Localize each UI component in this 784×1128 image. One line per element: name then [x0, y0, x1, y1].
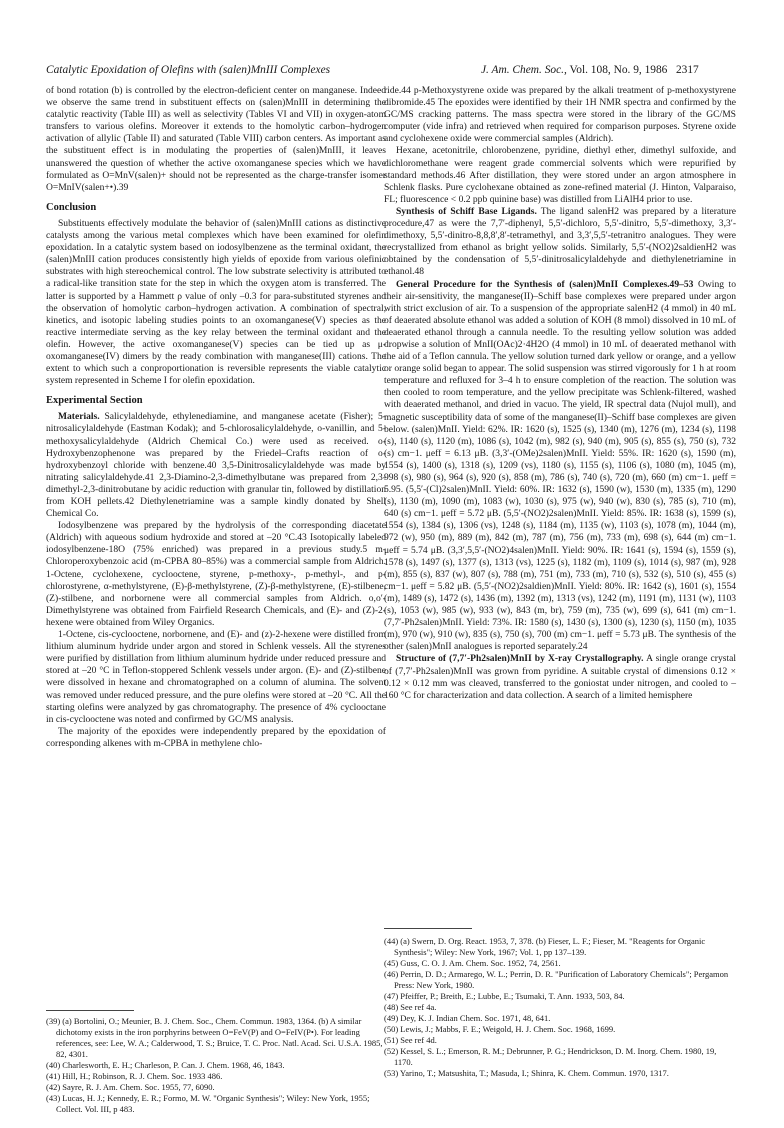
reference-item: (52) Kessel, S. L.; Emerson, R. M.; Debrunner, P. G.; Hendrickson, D. M. Inorg. Chem. 1980, 19, 1170. — [384, 1046, 717, 1067]
reference-item: (44) (a) Swern, D. Org. React. 1953, 7, 378. (b) Fieser, L. F.; Fieser, M. "Reagents for Organic Synthesis"; Wiley: New York, 1967; Vol. 1, pp 137–139. — [384, 936, 706, 957]
reference-item: (40) Charlesworth, E. H.; Charleson, P. Can. J. Chem. 1968, 46, 1843. — [46, 1060, 285, 1070]
references-left — [46, 1016, 390, 1115]
page-number: 2317 — [675, 64, 699, 76]
epoxides-paragraph: The majority of the epoxides were independently prepared by the epoxidation of corresponding alkenes with m-CPBA in methylene chlo- — [46, 725, 386, 749]
reference-item: (39) (a) Bortolini, O.; Meunier, B. J. Chem. Soc., Chem. Commun. 1983, 1364. (b) A similar dichotomy exists in the iron porphyrins between O=FeV(P) and O=FeIV(P•). For leading references, see: Lee, W. A.; Calderwood, T. S.; Bruice, T. C. Proc. Natl. Acad. Sci. U.S.A. 1985, 82, 4301. — [46, 1016, 383, 1059]
intro-paragraph: of bond rotation (b) is controlled by the electron-deficient center on manganese. Indeed we observe the same trend in substituent effects on (salen)MnIII in determining the catalytic reactivity (Table III) as well as selectivity (Tables VI and VII) in oxygen-atom transfers to various olefins. Moreover it extends to the homolytic carbon–hydrogen activation of allylic (Table II) and saturated (Table VIII) carbon centers. As important as the substituent effect is in modulating the properties of (salen)MnIII, it leaves unanswered the question of whether the active oxomanganese species which we have formulated as O=MnV(salen)+ should not be represented as the charge-transfer isomer O=MnIV(salen+•).39 — [46, 85, 386, 193]
reference-item: (51) See ref 4d. — [384, 1035, 437, 1045]
conclusion-paragraph: Substituents effectively modulate the behavior of (salen)MnIII cations as distinctive catalysts among the various metal complexes which have been examined for olefin epoxidation. In a catalytic system based on iodosylbenzene as the terminal oxidant, the (salen)MnIII cation produces consistently high yields of epoxide from various olefinic substrates with high stereochemical control. The low substrate selectivity is attributed to a radical-like transition state for the step in which the oxygen atom is transferred. The latter is supported by a Hammett ρ value of only –0.3 for para-substituted styrenes and the observation of homolytic carbon–hydrogen activation. A combination of spectral, kinetics, and isotopic labeling studies points to an oxomanganese(V) species as the reactive intermediate serving as the key relay between the terminal oxidant and the olefin. However, the active oxomanganese(V) species can be tied up as μ-oxomanganese(IV) dimers by the ready combination with manganese(III) cations. The extent to which such a conproportionation is reversible represents the viable catalytic system represented in Scheme I for olefin epoxidation. — [46, 217, 386, 387]
xray-paragraph — [384, 653, 736, 701]
schiff-text: The ligand salenH2 was prepared by a literature procedure,47 as were the 7,7′-diphenyl, 5,5′-dichloro, 5,5′-dinitro, 5,5′-dimethoxy, 3,3′-dimethoxy, 5,5′-dinitro-8,8,8′,8′-tetramethyl, and 3,3′,5,5′-tetranitro analogues. They were recrystallized from ethanol as bright yellow solids. Similarly, 5,5′-(NO2)2saldienH2 was obtained by the condensation of 5,5′-dinitrosalicylaldehyde and diethylenetriamine in ethanol.48 — [384, 205, 737, 278]
reference-item: (48) See ref 4a. — [384, 1002, 437, 1012]
reference-item: (47) Pfeiffer, P.; Breith, E.; Lubbe, E.; Tsumaki, T. Ann. 1933, 503, 84. — [384, 991, 625, 1001]
materials-label: Materials. — [58, 411, 100, 423]
general-procedure-paragraph — [384, 279, 736, 654]
solvents-paragraph: Hexane, acetonitrile, chlorobenzene, pyridine, diethyl ether, dimethyl sulfoxide, and dichloromethane were reagent grade commercial solvents which were repurified by standard methods.46 After distillation, they were stored under an argon atmosphere in Schlenk flasks. Pure cyclohexane obtained as zone-refined material (J. Hinton, Valparaiso, FL; fluorescence < 0.2 ppb quinine base) was distilled from LiAlH4 prior to use. — [384, 145, 736, 205]
octene-paragraph: 1-Octene, cis-cyclooctene, norbornene, and (E)- and (z)-2-hexene were distilled from lithium aluminum hydride under argon and stored in Schlenk vessels. All the styrenes were purified by distillation from lithium aluminum hydride under reduced pressure and stored at –20 °C in Teflon-stoppered Schlenk vessels under argon. (E)- and (Z)-stilbene were dissolved in hexane and chromatographed on a column of alumina. The solvent was removed under reduced pressure, and the pure olefins were stored at –20 °C. All the starting olefins were analyzed by gas chromatography. The presence of 4% cyclooctane in cis-cyclooctene was noted and confirmed by GC/MS analysis. — [46, 629, 386, 725]
materials-paragraph — [46, 411, 386, 520]
reference-item: (41) Hill, H.; Robinson, R. J. Chem. Soc. 1933 486. — [46, 1071, 223, 1081]
materials-text: Salicylaldehyde, ethylenediamine, and manganese acetate (Fisher); 5-nitrosalicylaldehyde (Eastman Kodak); and 5-chlorosalicylaldehyde, o-vanillin, and 5-methoxysalicylaldehyde (Aldrich Chemical Co.) were used as received. o-Hydroxybenzophenone was prepared by the Friedel–Crafts reaction of o-hydroxybenzoyl chloride with benzene.40 3,5-Dinitrosalicylaldehyde was made by nitrating salicylaldehyde.41 2,3-Diamino-2,3-dimethylbutane was prepared from 2,3-dimethyl-2,3-dinitrobutane by acidic reduction with granular tin, followed by distillation from KOH pellets.42 Diethylenetriamine was a sample kindly donated by Shell Chemical Co. — [46, 411, 386, 520]
journal-name: J. Am. Chem. Soc., — [481, 64, 567, 76]
ride-paragraph: ride.44 p-Methoxystyrene oxide was prepared by the alkali treatment of p-methoxystyrene dibromide.45 The epoxides were identified by their 1H NMR spectra and confirmed by the GC/MS cracking patterns. The mass spectra were stored in the library of the GC/MS computer (vide infra) and retrieved when required for comparison purposes. Styrene oxide and cyclohexene oxide were commercial samples (Aldrich). — [384, 85, 736, 145]
running-title: Catalytic Epoxidation of Olefins with (salen)MnIII Complexes — [46, 64, 331, 76]
volume-issue: Vol. 108, No. 9, 1986 — [569, 64, 668, 76]
iodosylbenzene-paragraph: Iodosylbenzene was prepared by the hydrolysis of the corresponding diacetate (Aldrich) with aqueous sodium hydroxide and stored at –20 °C.43 Isotopically labeled iodosylbenzene-18O (75% enriched) was prepared in a previous study.5 m-Chloroperoxybenzoic acid (m-CPBA 80–85%) was a commercial sample from Aldrich. 1-Octene, cyclohexene, cyclooctene, styrene, p-methoxy-, p-methyl-, and p-chlorostyrene, α-methylstyrene, (E)-β-methylstyrene, (Z)-β-methylstyrene, (E)-stilbene, (Z)-stilbene, and norbornene were all commercial samples from Aldrich. o,o′-Dimethylstyrene was obtained from Fairfield Research Chemicals, and (E)- and (Z)-2-hexene were obtained from Wiley Organics. — [46, 520, 386, 628]
reference-item: (43) Lucas, H. J.; Kennedy, E. R.; Formo, M. W. "Organic Synthesis"; Wiley: New York, 1955; Collect. Vol. III, p 483. — [46, 1093, 370, 1114]
general-procedure-text: Owing to their air-sensitivity, the manganese(II)–Schiff base complexes were prepared under argon with strict exclusion of air. To a suspension of the appropriate salenH2 (4 mmol) in 40 mL of deaerated absolute ethanol was added a solution of KOH (8 mmol) dissolved in 10 mL of deaerated ethanol through a cannula needle. To the resulting yellow solution was added dropwise a solution of MnII(OAc)2·4H2O (4 mmol) in 10 mL of deaerated methanol with the aid of a Teflon cannula. The yellow solution turned dark yellow or orange, and a yellow or orange solid began to appear. The solid suspension was stirred vigorously for 1 h at room temperature and refluxed for 3–4 h to ensure completion of the reaction. The solution was then cooled to room temperature, and the yellow precipitate was Schlenk-filtered, washed with deaerated methanol, and dried in vacuo. The yield, IR spectral data (Nujol mull), and magnetic susceptibility data of some of the manganese(II)–Schiff base complexes are given below. (salen)MnII. Yield: 62%. IR: 1620 (s), 1525 (s), 1340 (m), 1276 (m), 1234 (s), 1198 (s), 1140 (s), 1120 (m), 1086 (s), 1042 (m), 982 (s), 940 (m), 905 (s), 855 (s), 750 (s), 732 (s) cm−1. μeff = 6.13 μB. (3,3′-(OMe)2salen)MnII. Yield: 55%. IR: 1620 (s), 1590 (m), 1554 (s), 1400 (s), 1318 (s), 1209 (vs), 1180 (s), 1155 (s), 1106 (s), 1080 (m), 1045 (m), 998 (s), 980 (s), 964 (s), 920 (s), 858 (m), 786 (s), 740 (s), 720 (m), 660 (m) cm−1. μeff = 5.95. (5,5′-(Cl)2salen)MnII. Yield: 60%. IR: 1632 (s), 1590 (w), 1530 (m), 1335 (m), 1290 (s), 1130 (m), 1090 (m), 1083 (w), 1030 (s), 975 (w), 940 (w), 830 (s), 785 (s), 710 (m), 640 (s) cm−1. μeff = 5.72 μB. (5,5′-(NO2)2salen)MnII. Yield: 85%. IR: 1638 (s), 1599 (s), 1554 (s), 1384 (s), 1306 (vs), 1248 (s), 1184 (m), 1135 (w), 1103 (s), 1078 (m), 1044 (m), 972 (w), 950 (m), 889 (m), 842 (m), 787 (m), 756 (m), 733 (m), 698 (s), 644 (m) cm−1. μeff = 5.74 μB. (3,3′,5,5′-(NO2)4salen)MnII. Yield: 90%. IR: 1641 (s), 1594 (s), 1559 (s), 1578 (s), 1497 (s), 1377 (s), 1313 (vs), 1225 (s), 1182 (m), 1109 (s), 1014 (s), 987 (m), 928 (m), 855 (s), 837 (w), 807 (s), 788 (m), 751 (m), 733 (m), 710 (s), 532 (s), 510 (s), 455 (s) cm−1. μeff = 5.82 μB. (5,5′-(NO2)2saldien)MnII. Yield: 80%. IR: 1642 (s), 1601 (s), 1554 (m), 1489 (s), 1472 (s), 1436 (m), 1392 (m), 1313 (vs), 1242 (m), 1191 (m), 1131 (w), 1103 (s), 1053 (w), 985 (w), 933 (w), 843 (m, br), 759 (m), 735 (w), 699 (s), 641 (m) cm−1. (7,7′-Ph2salen)MnII. Yield: 73%. IR: 1580 (s), 1430 (s), 1300 (s), 1230 (s), 1150 (m), 1035 (m), 970 (w), 910 (w), 835 (s), 750 (s), 700 (m) cm−1. μeff = 5.73 μB. The synthesis of the other (salen)MnII analogues is reported separately.24 — [384, 278, 736, 653]
reference-item: (46) Perrin, D. D.; Armarego, W. L.; Perrin, D. R. "Purification of Laboratory Chemicals"; Pergamon Press: New York, 1980. — [384, 969, 729, 990]
conclusion-heading: Conclusion — [46, 201, 97, 213]
reference-item: (53) Yarino, T.; Matsushita, T.; Masuda, I.; Shinra, K. Chem. Commun. 1970, 1317. — [384, 1068, 669, 1078]
references-right — [384, 936, 736, 1079]
xray-text: A single orange crystal of (7,7′-Ph2salen)MnII was grown from pyridine. A suitable crystal of dimensions 0.12 × 0.12 × 0.12 mm was cleaved, transferred to the goniostat under nitrogen, and cooled to –160 °C for characterization and data collection. A search of a limited hemisphere — [384, 653, 736, 701]
schiff-paragraph — [384, 206, 736, 279]
xray-label: Structure of (7,7′-Ph2salen)MnII by X-ray Crystallography. — [396, 653, 644, 665]
left-column — [46, 85, 386, 750]
reference-item: (42) Sayre, R. J. Am. Chem. Soc. 1955, 77, 6090. — [46, 1082, 215, 1092]
reference-item: (45) Guss, C. O. J. Am. Chem. Soc. 1952, 74, 2561. — [384, 958, 561, 968]
footnote-rule-right — [384, 928, 472, 929]
journal-header — [481, 64, 699, 76]
schiff-label: Synthesis of Schiff Base Ligands. — [396, 205, 537, 217]
experimental-heading: Experimental Section — [46, 395, 143, 407]
reference-item: (50) Lewis, J.; Mabbs, F. E.; Weigold, H. J. Chem. Soc. 1968, 1699. — [384, 1024, 616, 1034]
general-procedure-label: General Procedure for the Synthesis of (salen)MnII Complexes.49–53 — [396, 278, 694, 290]
right-column — [384, 85, 736, 702]
reference-item: (49) Dey, K. J. Indian Chem. Soc. 1971, 48, 641. — [384, 1013, 551, 1023]
footnote-rule-left — [46, 1010, 134, 1011]
